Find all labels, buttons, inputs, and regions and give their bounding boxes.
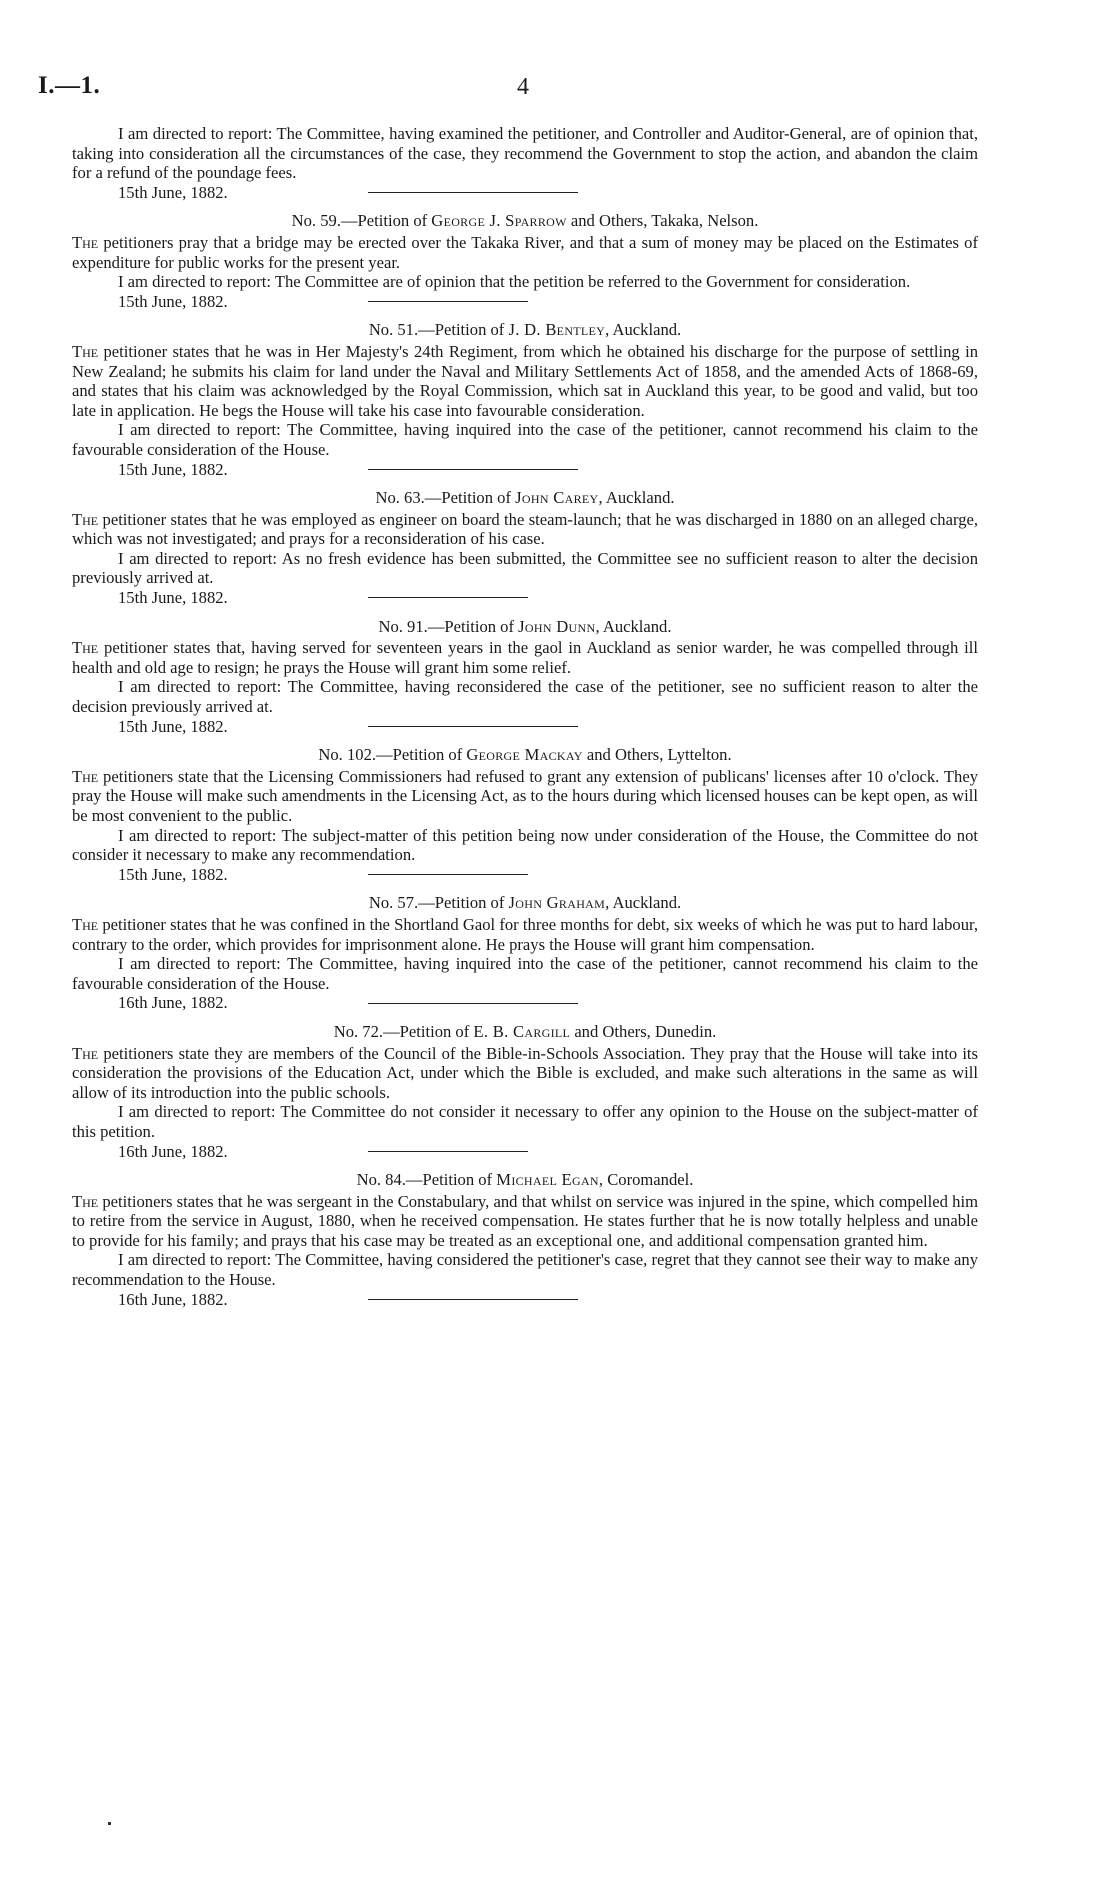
petition-heading — [72, 1022, 978, 1042]
petition-body — [72, 915, 978, 954]
petition-place: , Auckland. — [595, 616, 672, 636]
committee-report: I am directed to report: The subject-matter of this petition being now under consideration of the House, the Committee do not consider it necessary to make any recommendation. — [72, 825, 978, 865]
petition-place: , Auckland. — [598, 488, 675, 508]
report-date: 15th June, 1882. — [118, 864, 228, 884]
petition-heading-pre: —Petition of — [376, 745, 467, 765]
petitioner-name: J. D. Bentley — [508, 320, 606, 340]
petition-lead-word: The — [72, 1191, 99, 1211]
petition-heading — [72, 617, 978, 637]
petition-dateline — [72, 993, 978, 1013]
printer-mark — [108, 1822, 111, 1825]
petition-text: petitioners state that the Licensing Commissioners had refused to grant any extension of publicans' licenses after 10 o'clock. They pray the House will make such amendments in the Licensing Act, as to the hours during which licensed houses can be kept open, as will be most convenient to the public. — [72, 766, 978, 825]
petition-place: and Others, Takaka, Nelson. — [566, 211, 759, 231]
petition-body — [72, 767, 978, 826]
petition-number: No. 91. — [378, 616, 428, 636]
committee-report: I am directed to report: The Committee do not consider it necessary to offer any opinion to the House on the subject-matter of this petition. — [72, 1102, 978, 1141]
petition-place: and Others, Lyttelton. — [582, 745, 732, 765]
committee-report: I am directed to report: The Committee, having considered the petitioner's case, regret that they cannot see their way to make any recommendation to the House. — [72, 1250, 978, 1290]
petition-heading — [72, 320, 978, 340]
section-rule — [368, 1003, 578, 1004]
petition-body — [72, 638, 978, 677]
petitioner-name: E. B. Cargill — [473, 1021, 571, 1041]
petition-body — [72, 1044, 978, 1103]
petition-entry — [72, 745, 978, 884]
petition-dateline — [72, 1142, 978, 1162]
petition-lead-word: The — [72, 1043, 99, 1063]
section-rule — [368, 726, 578, 727]
petition-lead-word: The — [72, 914, 99, 934]
petition-entry — [72, 1022, 978, 1161]
report-date: 15th June, 1882. — [118, 291, 228, 311]
committee-report: I am directed to report: The Committee, having inquired into the case of the petitioner, cannot recommend his claim to the favourable consideration of the House. — [72, 420, 978, 459]
section-rule — [368, 1151, 528, 1152]
petition-number: No. 84. — [356, 1170, 406, 1190]
petition-text: petitioners pray that a bridge may be erected over the Takaka River, and that a sum of money may be placed on the Estimates of expenditure for public works for the present year. — [72, 232, 978, 272]
petition-body — [72, 233, 978, 272]
petition-heading-pre: —Petition of — [427, 616, 519, 636]
petitioner-name: George J. Sparrow — [431, 211, 567, 231]
section-rule — [368, 874, 528, 875]
petition-lead-word: The — [72, 766, 99, 786]
petition-heading — [72, 893, 978, 913]
petition-dateline — [72, 460, 978, 480]
petition-dateline — [72, 717, 978, 737]
petitioner-name: Michael Egan — [496, 1170, 599, 1190]
petition-heading-pre: —Petition of — [405, 1170, 497, 1190]
intro-report: I am directed to report: The Committee, having examined the petitioner, and Controller and Auditor-General, are of opinion that, taking into consideration all the circumstances of the case, they recommend the Government to stop the action, and abandon the claim for a refund of the poundage fees. — [72, 124, 978, 183]
petition-text: petitioner states that he was in Her Majesty's 24th Regiment, from which he obtained his discharge for the purpose of settling in New Zealand; he submits his claim for land under the Naval and Military Settlements Act of 1858, and the amended Acts of 1868-69, and states that his claim was acknowledged by the Royal Commission, which sat in Auckland this year, to be good and valid, but too late in application. He begs the House will take his case into favourable consideration. — [72, 341, 978, 420]
section-rule — [368, 301, 528, 302]
petition-entry — [72, 1170, 978, 1309]
petition-place: , Coromandel. — [598, 1170, 694, 1190]
report-date: 15th June, 1882. — [118, 716, 228, 736]
petition-entry — [72, 320, 978, 479]
petition-heading-pre: —Petition of — [383, 1021, 474, 1041]
petition-number: No. 51. — [368, 320, 419, 340]
petition-number: No. 59. — [291, 211, 341, 231]
page-number: 4 — [517, 74, 529, 100]
committee-report: I am directed to report: The Committee are of opinion that the petition be referred to the Government for consideration. — [118, 272, 911, 292]
petition-lead-word: The — [72, 509, 99, 529]
petition-dateline — [72, 292, 978, 312]
petition-heading-pre: —Petition of — [418, 893, 509, 913]
petition-heading — [72, 1170, 978, 1190]
petition-lead-word: The — [72, 341, 99, 361]
petition-dateline — [72, 1290, 978, 1310]
petition-place: and Others, Dunedin. — [570, 1021, 717, 1041]
committee-report: I am directed to report: As no fresh evidence has been submitted, the Committee see no sufficient reason to alter the decision previously arrived at. — [72, 548, 978, 588]
document-body — [72, 124, 978, 1309]
petitioner-name: John Carey — [515, 488, 599, 508]
report-date: 15th June, 1882. — [118, 588, 228, 608]
petition-text: petitioners state they are members of the Council of the Bible-in-Schools Association. They pray that the House will take into its consideration the provisions of the Education Act, under which the Bible is excluded, and make such alterations in the same as will allow of its introduction into the public schools. — [72, 1043, 978, 1102]
petition-list — [72, 211, 978, 1309]
petition-entry — [72, 488, 978, 608]
petition-heading — [72, 745, 978, 765]
petition-body — [72, 342, 978, 420]
petition-heading — [72, 211, 978, 231]
petition-text: petitioner states that he was employed as engineer on board the steam-launch; that he was discharged in 1880 on an alleged charge, which was not investigated; and prays for a reconsideration of his case. — [72, 509, 978, 549]
petition-text: petitioners states that he was sergeant in the Constabulary, and that whilst on service was injured in the spine, which compelled him to retire from the service in August, 1880, when he received compensation. He states further that he is now totally helpless and unable to provide for his family; and prays that his case may be treated as an exceptional one, and additional compensation granted him. — [72, 1191, 978, 1250]
petition-dateline — [72, 588, 978, 608]
petition-text: petitioner states that, having served for seventeen years in the gaol in Auckland as senior warder, he was compelled through ill health and old age to resign; he prays the House will grant him some relief. — [72, 638, 978, 677]
petition-entry — [72, 617, 978, 737]
committee-report: I am directed to report: The Committee, having inquired into the case of the petitioner, cannot recommend his claim to the favourable consideration of the House. — [72, 954, 978, 993]
petition-place: , Auckland. — [605, 893, 682, 913]
petition-heading — [72, 488, 978, 508]
petition-heading-pre: —Petition of — [418, 320, 509, 340]
section-rule — [368, 1299, 578, 1300]
petition-dateline — [72, 865, 978, 885]
report-date: 16th June, 1882. — [118, 1141, 228, 1161]
petitioner-name: George Mackay — [466, 745, 583, 765]
petition-number: No. 72. — [333, 1021, 384, 1041]
petition-entry — [72, 211, 978, 311]
petition-entry — [72, 893, 978, 1013]
section-rule — [368, 192, 578, 193]
report-date: 16th June, 1882. — [118, 1289, 228, 1309]
section-rule — [368, 597, 528, 598]
report-date: 15th June, 1882. — [118, 459, 228, 479]
document-reference: I.—1. — [38, 72, 101, 99]
petition-text: petitioner states that he was confined in the Shortland Gaol for three months for debt, six weeks of which he was put to hard labour, contrary to the order, which provides for imprisonment alone. He prays the House will grant him compensation. — [72, 914, 978, 954]
petition-number: No. 63. — [375, 488, 425, 508]
petition-heading-pre: —Petition of — [340, 211, 432, 231]
report-date: 16th June, 1882. — [118, 993, 228, 1013]
petitioner-name: John Graham — [508, 893, 606, 913]
petition-number: No. 102. — [318, 745, 377, 765]
intro-dateline — [72, 183, 978, 203]
petition-lead-word: The — [72, 638, 99, 658]
petition-body — [72, 1192, 978, 1251]
petition-lead-word: The — [72, 232, 99, 252]
petition-body — [72, 510, 978, 549]
committee-report: I am directed to report: The Committee, having reconsidered the case of the petitioner, see no sufficient reason to alter the decision previously arrived at. — [72, 677, 978, 717]
petition-heading-pre: —Petition of — [424, 488, 516, 508]
petition-number: No. 57. — [368, 893, 419, 913]
intro-date: 15th June, 1882. — [118, 182, 228, 202]
petition-place: , Auckland. — [605, 320, 682, 340]
petitioner-name: John Dunn — [518, 616, 596, 636]
section-rule — [368, 469, 578, 470]
